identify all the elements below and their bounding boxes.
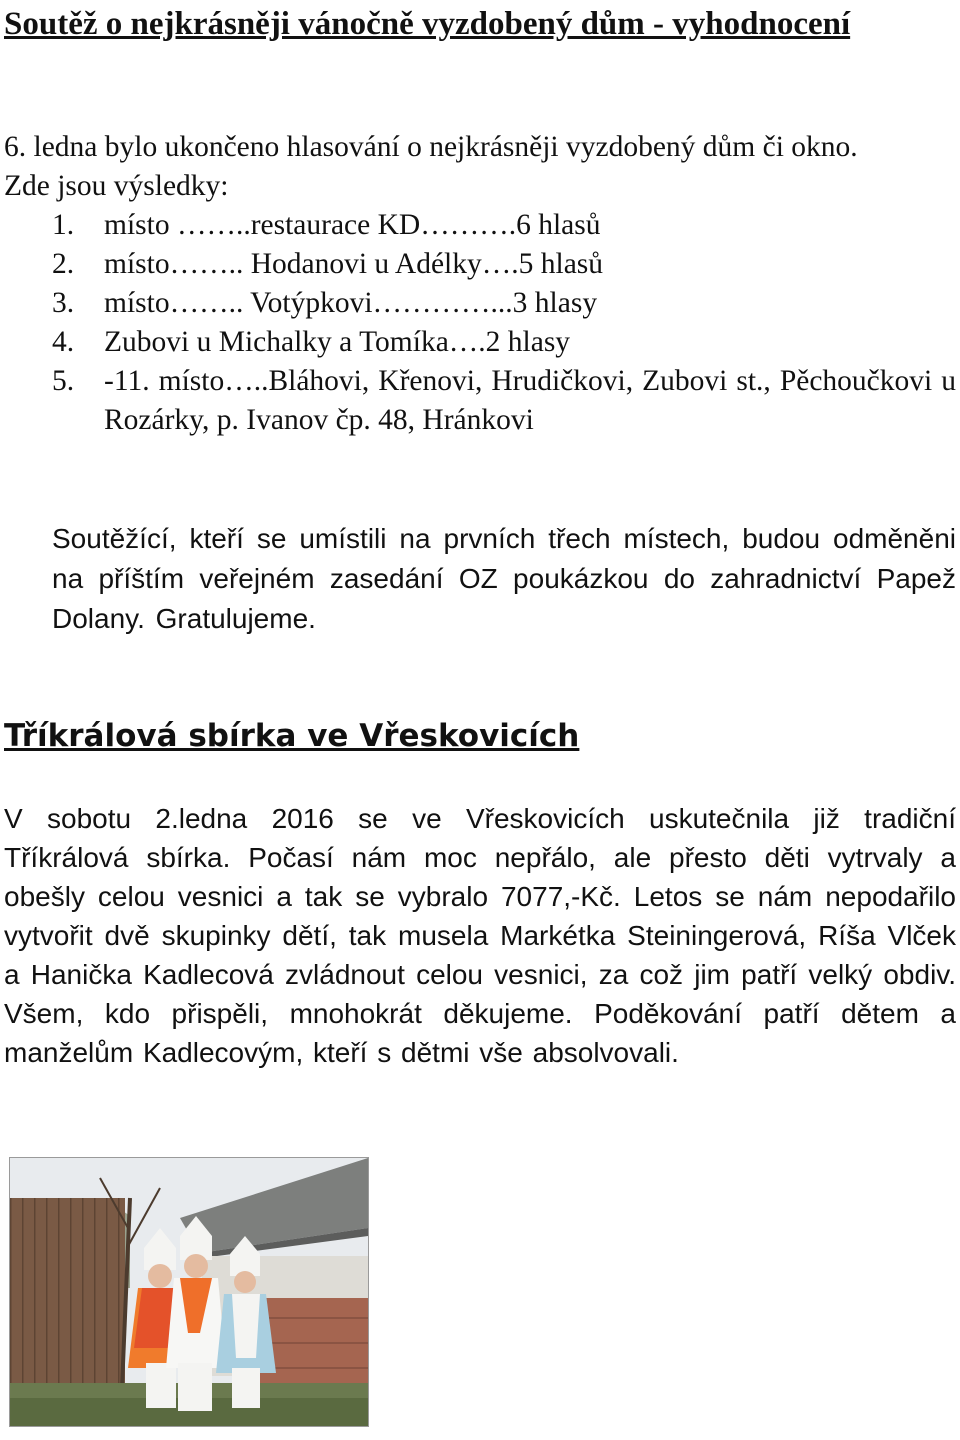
article-title-contest: Soutěž o nejkrásněji vánočně vyzdobený dům - vyhodnocení — [4, 6, 851, 42]
three-kings-photo — [9, 1157, 369, 1427]
photo-illustration — [10, 1158, 368, 1426]
result-number: 5. — [52, 365, 75, 397]
result-text: místo…….. Hodanovi u Adélky….5 hlasů — [104, 248, 604, 280]
contest-congratulations: Soutěžící, kteří se umístili na prvních třech místech, budou odměněni na příštím veřejném zasedání OZ poukázkou do zahradnictví Papež Dolany. Gratulujeme. — [52, 523, 956, 634]
contest-intro: 6. ledna bylo ukončeno hlasování o nejkrásněji vyzdobený dům či okno. — [4, 131, 858, 163]
results-list — [4, 206, 956, 440]
collection-article-body: V sobotu 2.ledna 2016 se ve Vřeskovicích uskutečnila již tradiční Tříkrálová sbírka. Počasí nám moc nepřálo, ale přesto děti vytrvaly a obešly celou vesnici a tak se vybralo 7077,-Kč. Letos se nám nepodařilo vytvořit dvě skupinky dětí, tak musela Markétka Steiningerová, Ríša Vlček a Hanička Kadlecová zvládnout celou vesnici, za což jim patří velký obdiv. Všem, kdo přispěli, mnohokrát děkujeme. Poděkování patří dětem a manželům Kadlecovým, kteří s dětmi vše absolvovali. — [4, 803, 956, 1068]
result-item — [4, 362, 956, 440]
result-text: -11. místo…..Bláhovi, Křenovi, Hrudičkovi, Zubovi st., Pěchoučkovi u Rozárky, p. Ivanov čp. 48, Hránkovi — [104, 365, 956, 436]
result-item — [4, 323, 956, 362]
contest-results-section — [4, 128, 956, 440]
result-item — [4, 245, 956, 284]
results-label: Zde jsou výsledky: — [4, 170, 229, 202]
result-text: místo…….. Votýpkovi…………...3 hlasy — [104, 287, 598, 319]
article-title-collection: Tříkrálová sbírka ve Vřeskovicích — [4, 718, 580, 754]
result-text: Zubovi u Michalky a Tomíka….2 hlasy — [104, 326, 571, 358]
result-number: 2. — [52, 248, 75, 280]
result-number: 3. — [52, 287, 75, 319]
result-text: místo ……..restaurace KD……….6 hlasů — [104, 209, 601, 241]
result-number: 4. — [52, 326, 75, 358]
result-item — [4, 284, 956, 323]
result-number: 1. — [52, 209, 75, 241]
result-item — [4, 206, 956, 245]
